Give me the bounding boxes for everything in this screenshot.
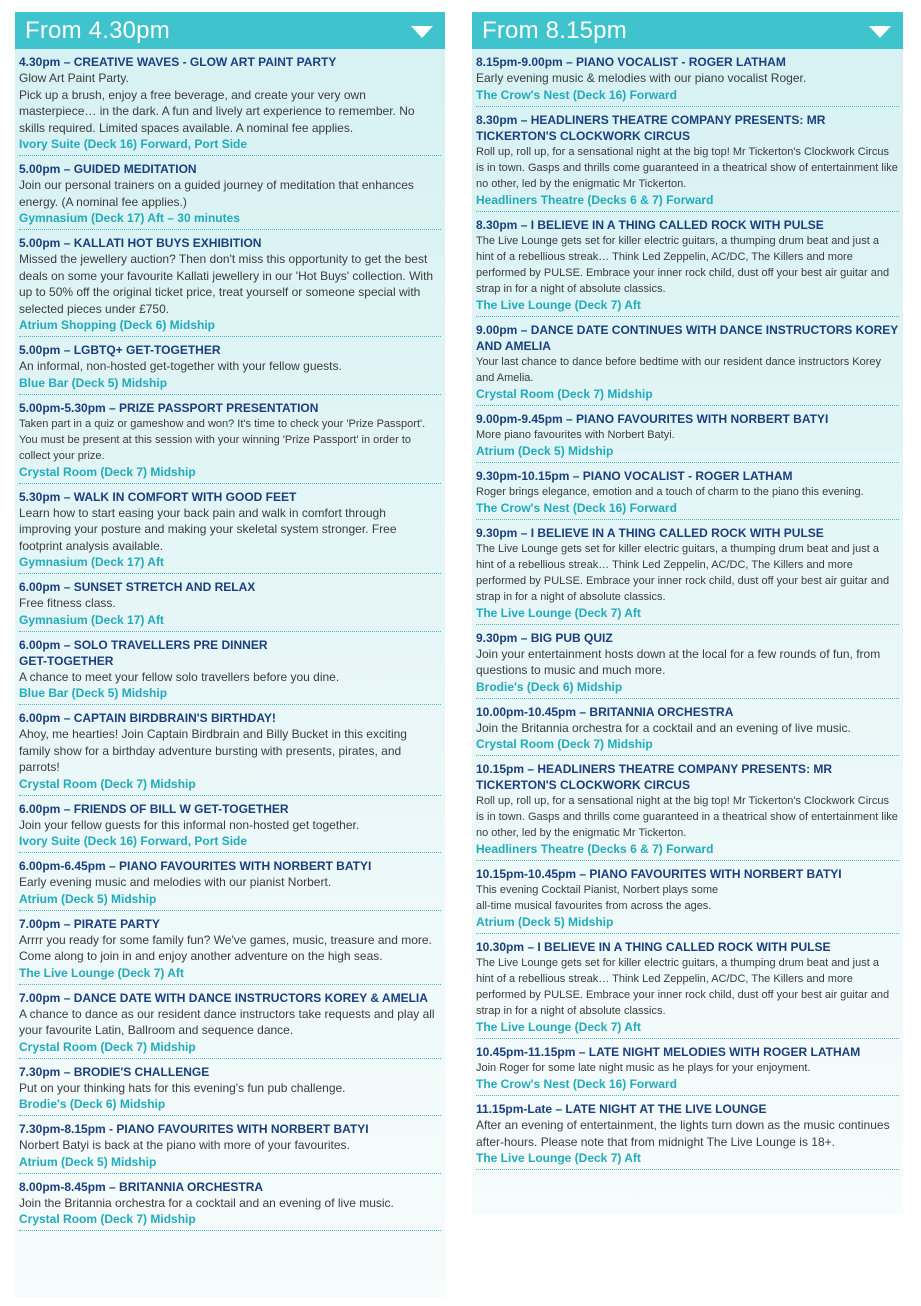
event-title: 6.00pm – SOLO TRAVELLERS PRE DINNER GET-TOGETHER xyxy=(19,637,268,668)
event-description: Join the Britannia orchestra for a cocktail and an evening of live music. xyxy=(19,1195,394,1210)
event-item xyxy=(19,632,441,706)
event-title: 5.00pm – LGBTQ+ GET-TOGETHER xyxy=(19,343,221,357)
event-description: Missed the jewellery auction? Then don't miss this opportunity to get the best deals on some your favourite Kallati jewellery in our 'Hot Buys' collection. With up to 50% off the original ticket price, treat yourself or someone special with selected pieces under £750. xyxy=(19,252,434,316)
event-item xyxy=(19,49,441,156)
event-location: Atrium (Deck 5) Midship xyxy=(476,915,614,929)
event-location: Atrium Shopping (Deck 6) Midship xyxy=(19,318,216,332)
event-description: Join your entertainment hosts down at the local for a few rounds of fun, from questions to music and much more. xyxy=(476,646,881,677)
event-title: 7.30pm – BRODIE'S CHALLENGE xyxy=(19,1064,210,1079)
event-list xyxy=(15,49,445,1231)
event-location: Atrium (Deck 5) Midship xyxy=(476,443,614,458)
event-title: 6.00pm – CAPTAIN BIRDBRAIN'S BIRTHDAY! xyxy=(19,711,276,725)
column-header[interactable] xyxy=(472,12,903,49)
event-item xyxy=(19,230,441,337)
event-location: Crystal Room (Deck 7) Midship xyxy=(476,737,653,751)
event-item xyxy=(476,49,899,107)
event-description: Taken part in a quiz or gameshow and won? It's time to check your 'Prize Passport'. You must be present at this session with your winning 'Prize Passport' in order to collect your prize. xyxy=(19,417,426,462)
event-title: 5.00pm – GUIDED MEDITATION xyxy=(19,162,197,176)
event-item xyxy=(476,107,899,212)
event-location: Blue Bar (Deck 5) Midship xyxy=(19,375,168,390)
event-location: Ivory Suite (Deck 16) Forward, Port Side xyxy=(19,137,248,151)
event-item xyxy=(19,1059,441,1117)
event-title: 5.00pm – KALLATI HOT BUYS EXHIBITION xyxy=(19,236,262,250)
event-item xyxy=(19,395,441,484)
event-location: Gymnasium (Deck 17) Aft xyxy=(19,555,164,569)
event-description: The Live Lounge gets set for killer electric guitars, a thumping drum beat and just a hint of a rebellious streak… Think Led Zeppelin, AC/DC, The Killers and more performed by PULSE. Embrace your inner rock child, dust off your best air guitar and strap in for a night of absolute classics. xyxy=(476,234,890,295)
event-location: Headliners Theatre (Decks 6 & 7) Forward xyxy=(476,192,714,207)
event-location: Crystal Room (Deck 7) Midship xyxy=(19,776,196,791)
event-location: Brodie's (Deck 6) Midship xyxy=(476,679,623,694)
event-title: 7.00pm – DANCE DATE WITH DANCE INSTRUCTORS KOREY & AMELIA xyxy=(19,990,428,1005)
event-location: Crystal Room (Deck 7) Midship xyxy=(19,1212,196,1226)
event-location: The Crow's Nest (Deck 16) Forward xyxy=(476,1077,677,1091)
event-description: Early evening music & melodies with our piano vocalist Roger. xyxy=(476,71,807,85)
event-title: 10.45pm-11.15pm – LATE NIGHT MELODIES WITH ROGER LATHAM xyxy=(476,1045,861,1059)
event-description: Join the Britannia orchestra for a cocktail and an evening of live music. xyxy=(476,720,851,735)
event-description: A chance to dance as our resident dance instructors take requests and play all your favourite Latin, Ballroom and sequence dance. xyxy=(19,1006,435,1037)
schedule-column-from-430pm xyxy=(15,12,445,1298)
event-title: 5.00pm-5.30pm – PRIZE PASSPORT PRESENTATION xyxy=(19,400,319,415)
event-location: Atrium (Deck 5) Midship xyxy=(19,891,157,906)
event-item xyxy=(19,156,441,230)
event-description: Early evening music and melodies with our pianist Norbert. xyxy=(19,875,332,889)
event-title: 7.30pm-8.15pm - PIANO FAVOURITES WITH NORBERT BATYI xyxy=(19,1122,369,1136)
column-title: From 8.15pm xyxy=(482,16,627,44)
column-header[interactable] xyxy=(15,12,445,49)
event-description: An informal, non-hosted get-together with your fellow guests. xyxy=(19,359,342,373)
event-location: The Live Lounge (Deck 7) Aft xyxy=(476,297,641,312)
event-item xyxy=(19,911,441,985)
event-location: Gymnasium (Deck 17) Aft – 30 minutes xyxy=(19,211,240,225)
column-title: From 4.30pm xyxy=(25,16,170,44)
event-location: The Live Lounge (Deck 7) Aft xyxy=(19,965,184,980)
event-item xyxy=(476,861,899,934)
event-title: 10.15pm-10.45pm – PIANO FAVOURITES WITH NORBERT BATYI xyxy=(476,867,842,881)
event-title: 4.30pm – CREATIVE WAVES - GLOW ART PAINT PARTY xyxy=(19,55,337,69)
event-description: Arrrr you ready for some family fun? We've games, music, treasure and more. Come along to join in and enjoy another adventure on the high seas. xyxy=(19,932,432,963)
chevron-down-icon[interactable] xyxy=(869,26,891,38)
event-item xyxy=(476,625,899,699)
event-description: Free fitness class. xyxy=(19,596,116,610)
event-title: 7.00pm – PIRATE PARTY xyxy=(19,916,160,931)
event-description: Join your fellow guests for this informal non-hosted get together. xyxy=(19,817,360,832)
event-title: 6.00pm – SUNSET STRETCH AND RELAX xyxy=(19,580,256,594)
event-description: This evening Cocktail Pianist, Norbert plays some all-time musical favourites from across the ages. xyxy=(476,884,719,912)
event-title: 8.00pm-8.45pm – BRITANNIA ORCHESTRA xyxy=(19,1179,264,1194)
event-item xyxy=(476,699,899,757)
event-list xyxy=(472,49,903,1170)
event-description: Roger brings elegance, emotion and a touch of charm to the piano this evening. xyxy=(476,485,864,498)
event-description: Glow Art Paint Party. Pick up a brush, enjoy a free beverage, and create your very own masterpiece… in the dark. A fun and lively art experience to remember. No skills required. Limited spaces available. A nominal fee applies. xyxy=(19,71,415,135)
event-item xyxy=(476,463,899,520)
event-description: Roll up, roll up, for a sensational night at the big top! Mr Tickerton's Clockwork Circus is in town. Gasps and thrills come guaranteed in a theatrical show of entertainment like no other, led by the enigmatic Mr Tickerton. xyxy=(476,145,898,190)
schedule-column-from-815pm xyxy=(472,12,903,1214)
event-location: Crystal Room (Deck 7) Midship xyxy=(19,464,196,479)
chevron-down-icon[interactable] xyxy=(411,26,433,38)
event-item xyxy=(19,796,441,854)
event-title: 10.00pm-10.45pm – BRITANNIA ORCHESTRA xyxy=(476,704,734,719)
event-location: Crystal Room (Deck 7) Midship xyxy=(19,1039,196,1054)
event-description: After an evening of entertainment, the lights turn down as the music continues after-hours. Please note that from midnight The Live Lounge is 18+. xyxy=(476,1118,890,1149)
event-description: A chance to meet your fellow solo travellers before you dine. xyxy=(19,669,340,684)
event-title: 11.15pm-Late – LATE NIGHT AT THE LIVE LOUNGE xyxy=(476,1102,767,1116)
event-title: 8.30pm – I BELIEVE IN A THING CALLED ROCK WITH PULSE xyxy=(476,217,824,232)
event-description: More piano favourites with Norbert Batyi. xyxy=(476,428,675,441)
event-title: 8.15pm-9.00pm – PIANO VOCALIST - ROGER LATHAM xyxy=(476,55,786,69)
event-location: Blue Bar (Deck 5) Midship xyxy=(19,686,168,700)
event-location: Crystal Room (Deck 7) Midship xyxy=(476,386,653,401)
event-item xyxy=(19,1174,441,1232)
event-description: Norbert Batyi is back at the piano with more of your favourites. xyxy=(19,1138,350,1152)
event-description: The Live Lounge gets set for killer electric guitars, a thumping drum beat and just a hint of a rebellious streak… Think Led Zeppelin, AC/DC, The Killers and more performed by PULSE. Embrace your inner rock child, dust off your best air guitar and strap in for a night of absolute classics. xyxy=(476,542,890,603)
event-location: The Crow's Nest (Deck 16) Forward xyxy=(476,87,677,102)
event-location: Gymnasium (Deck 17) Aft xyxy=(19,612,164,627)
event-title: 9.30pm-10.15pm – PIANO VOCALIST - ROGER LATHAM xyxy=(476,468,793,483)
event-location: The Live Lounge (Deck 7) Aft xyxy=(476,1020,641,1034)
event-item xyxy=(476,317,899,406)
event-item xyxy=(476,520,899,625)
event-item xyxy=(476,756,899,861)
event-title: 5.30pm – WALK IN COMFORT WITH GOOD FEET xyxy=(19,489,297,504)
event-item xyxy=(19,853,441,911)
event-item xyxy=(19,985,441,1059)
event-description: Put on your thinking hats for this evening's fun pub challenge. xyxy=(19,1080,346,1095)
event-item xyxy=(19,484,441,575)
event-title: 9.00pm-9.45pm – PIANO FAVOURITES WITH NORBERT BATYI xyxy=(476,411,829,426)
event-title: 9.00pm – DANCE DATE CONTINUES WITH DANCE INSTRUCTORS KOREY AND AMELIA xyxy=(476,322,899,353)
event-title: 6.00pm – FRIENDS OF BILL W GET-TOGETHER xyxy=(19,801,289,816)
event-location: Brodie's (Deck 6) Midship xyxy=(19,1097,166,1111)
event-item xyxy=(476,212,899,317)
event-location: Headliners Theatre (Decks 6 & 7) Forward xyxy=(476,842,714,856)
event-item xyxy=(19,705,441,796)
event-description: Learn how to start easing your back pain and walk in comfort through improving your posture and making your skeletal system stronger. Free footprint analysis available. xyxy=(19,505,397,553)
event-location: The Live Lounge (Deck 7) Aft xyxy=(476,1151,641,1165)
event-item xyxy=(19,337,441,395)
event-title: 6.00pm-6.45pm – PIANO FAVOURITES WITH NORBERT BATYI xyxy=(19,859,372,873)
event-item xyxy=(476,934,899,1039)
event-description: The Live Lounge gets set for killer electric guitars, a thumping drum beat and just a hint of a rebellious streak… Think Led Zeppelin, AC/DC, The Killers and more performed by PULSE. Embrace your inner rock child, dust off your best air guitar and strap in for a night of absolute classics. xyxy=(476,957,890,1017)
event-description: Join Roger for some late night music as he plays for your enjoyment. xyxy=(476,1062,811,1074)
event-location: The Crow's Nest (Deck 16) Forward xyxy=(476,500,677,515)
event-title: 10.15pm – HEADLINERS THEATRE COMPANY PRESENTS: MR TICKERTON'S CLOCKWORK CIRCUS xyxy=(476,762,833,792)
event-item xyxy=(19,574,441,632)
event-description: Roll up, roll up, for a sensational night at the big top! Mr Tickerton's Clockwork Circus is in town. Gasps and thrills come guaranteed in a theatrical show of entertainment like no other, led by the enigmatic Mr Tickerton. xyxy=(476,795,898,839)
event-title: 9.30pm – BIG PUB QUIZ xyxy=(476,630,613,645)
event-title: 8.30pm – HEADLINERS THEATRE COMPANY PRESENTS: MR TICKERTON'S CLOCKWORK CIRCUS xyxy=(476,112,826,143)
event-description: Join our personal trainers on a guided journey of meditation that enhances energy. (A nominal fee applies.) xyxy=(19,178,414,209)
event-location: Atrium (Deck 5) Midship xyxy=(19,1154,157,1169)
event-item xyxy=(476,1096,899,1170)
event-item xyxy=(476,1039,899,1096)
event-item xyxy=(19,1116,441,1174)
event-title: 9.30pm – I BELIEVE IN A THING CALLED ROCK WITH PULSE xyxy=(476,525,824,540)
event-title: 10.30pm – I BELIEVE IN A THING CALLED ROCK WITH PULSE xyxy=(476,940,831,954)
event-item xyxy=(476,406,899,463)
event-description: Your last chance to dance before bedtime with our resident dance instructors Korey and Amelia. xyxy=(476,355,881,384)
event-description: Ahoy, me hearties! Join Captain Birdbrain and Billy Bucket in this exciting family show for a birthday adventure bursting with presents, pirates, and parrots! xyxy=(19,727,407,774)
event-location: Ivory Suite (Deck 16) Forward, Port Side xyxy=(19,834,248,848)
event-location: The Live Lounge (Deck 7) Aft xyxy=(476,605,641,620)
